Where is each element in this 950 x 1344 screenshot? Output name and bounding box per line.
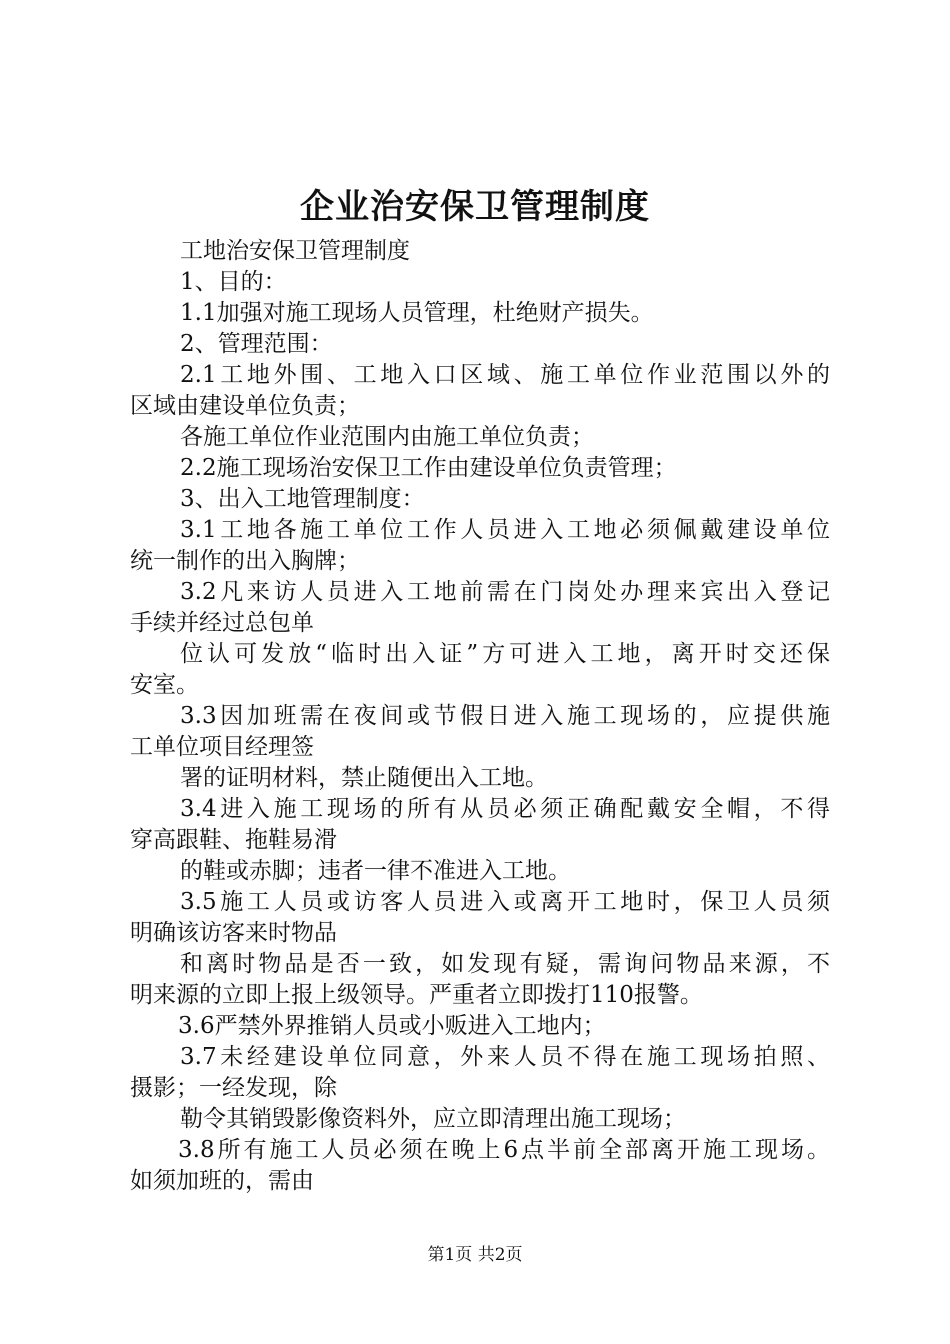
body-line: 穿高跟鞋、拖鞋易滑 [130,827,337,853]
body-line: 手续并经过总包单 [130,610,314,636]
body-line: 位认可发放“临时出入证”方可进入工地，离开时交还保 [180,641,830,667]
body-line: 安室。 [130,672,199,698]
body-line: 勒令其销毁影像资料外，应立即清理出施工现场； [180,1106,686,1132]
document-body [130,236,830,1197]
body-line: 的鞋或赤脚；违者一律不准进入工地。 [180,858,571,884]
body-line: 3.8所有施工人员必须在晚上6点半前全部离开施工现场。 [178,1137,830,1163]
body-line: 如须加班的，需由 [130,1168,314,1194]
body-line: 摄影；一经发现，除 [130,1075,337,1101]
page-number-footer: 第1页 共2页 [427,1245,523,1265]
body-line: 3.4进入施工现场的所有从员必须正确配戴安全帽，不得 [180,796,830,822]
body-line: 2.1工地外围、工地入口区域、施工单位作业范围以外的 [180,362,830,388]
body-line: 3.2凡来访人员进入工地前需在门岗处办理来宾出入登记 [180,579,830,605]
body-line: 1、目的： [180,269,287,295]
body-line: 3、出入工地管理制度： [180,486,425,512]
body-line: 3.7未经建设单位同意，外来人员不得在施工现场拍照、 [180,1044,830,1070]
document-title: 企业治安保卫管理制度 [300,187,650,227]
body-line: 明来源的立即上报上级领导。严重者立即拨打110报警。 [130,982,703,1008]
body-line: 3.3因加班需在夜间或节假日进入施工现场的，应提供施 [180,703,830,729]
body-line: 工地治安保卫管理制度 [180,238,410,264]
body-line: 和离时物品是否一致，如发现有疑，需询问物品来源，不 [180,951,830,977]
body-line: 2.2施工现场治安保卫工作由建设单位负责管理； [180,455,677,481]
body-line: 工单位项目经理签 [130,734,314,760]
body-line: 3.1工地各施工单位工作人员进入工地必须佩戴建设单位 [180,517,830,543]
body-line: 3.5施工人员或访客人员进入或离开工地时，保卫人员须 [180,889,830,915]
body-line: 区域由建设单位负责； [130,393,360,419]
body-line: 2、管理范围： [180,331,333,357]
body-line: 署的证明材料，禁止随便出入工地。 [180,765,548,791]
body-line: 统一制作的出入胸牌； [130,548,360,574]
body-line: 各施工单位作业范围内由施工单位负责； [180,424,594,450]
body-line: 明确该访客来时物品 [130,920,337,946]
body-line: 1.1加强对施工现场人员管理，杜绝财产损失。 [180,300,654,326]
body-line: 3.6严禁外界推销人员或小贩进入工地内； [178,1013,606,1039]
